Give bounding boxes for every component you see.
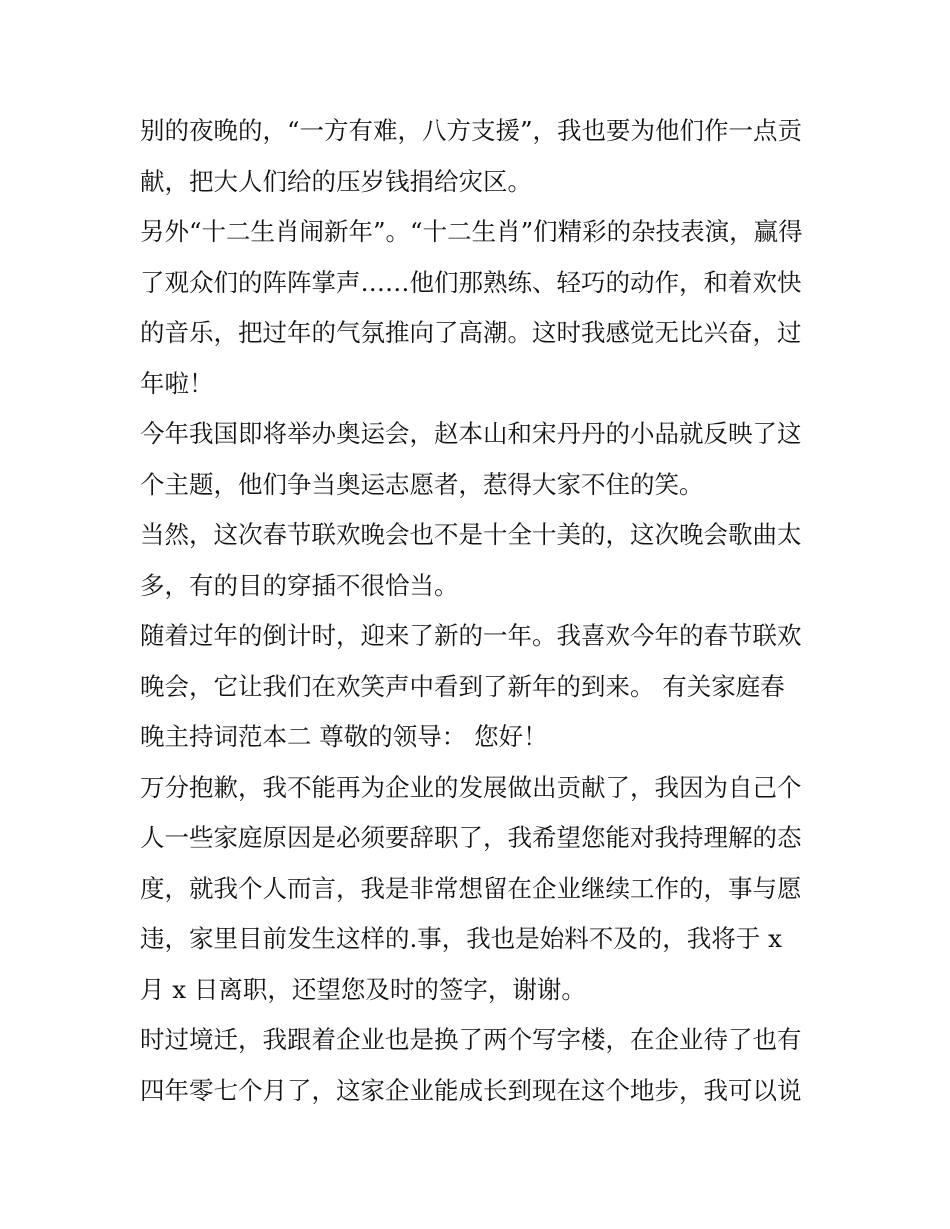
- text-line: 今年我国即将举办奥运会，赵本山和宋丹丹的小品就反映了这: [140, 419, 802, 448]
- text-line: 时过境迁，我跟着企业也是换了两个写字楼，在企业待了也有: [140, 1025, 802, 1054]
- text-line: 另外“十二生肖闹新年”。“十二生肖”们精彩的杂技表演，赢得: [140, 217, 803, 246]
- text-line: 随着过年的倒计时，迎来了新的一年。我喜欢今年的春节联欢: [140, 621, 802, 650]
- text-line: 违，家里目前发生这样的.事，我也是始料不及的，我将于 x: [140, 924, 782, 953]
- text-line: 年啦！: [140, 368, 214, 398]
- text-line: 献，把大人们给的压岁钱捐给灾区。: [140, 166, 532, 196]
- text-line: 四年零七个月了，这家企业能成长到现在这个地步，我可以说: [140, 1075, 802, 1105]
- text-line: 晚主持词范本二 尊敬的领导： 您好！: [140, 722, 548, 751]
- text-line: 人一些家庭原因是必须要辞职了，我希望您能对我持理解的态: [140, 823, 802, 852]
- text-line: 度，就我个人而言，我是非常想留在企业继续工作的，事与愿: [140, 873, 802, 903]
- text-line: 多，有的目的穿插不很恰当。: [140, 570, 459, 600]
- document-body: [140, 106, 830, 1116]
- text-line: 当然，这次春节联欢晚会也不是十全十美的，这次晚会歌曲太: [140, 520, 802, 549]
- text-line: 晚会，它让我们在欢笑声中看到了新年的到来。 有关家庭春: [140, 671, 785, 701]
- text-line: 别的夜晚的，“一方有难，八方支援”，我也要为他们作一点贡: [140, 116, 803, 145]
- text-line: 了观众们的阵阵掌声……他们那熟练、轻巧的动作，和着欢快: [140, 267, 802, 297]
- text-line: 月 x 日离职，还望您及时的签字，谢谢。: [140, 974, 586, 1004]
- text-line: 个主题，他们争当奥运志愿者，惹得大家不住的笑。: [140, 469, 704, 499]
- text-line: 的音乐，把过年的气氛推向了高潮。这时我感觉无比兴奋，过: [140, 318, 802, 347]
- text-line: 万分抱歉，我不能再为企业的发展做出贡献了，我因为自己个: [140, 772, 802, 802]
